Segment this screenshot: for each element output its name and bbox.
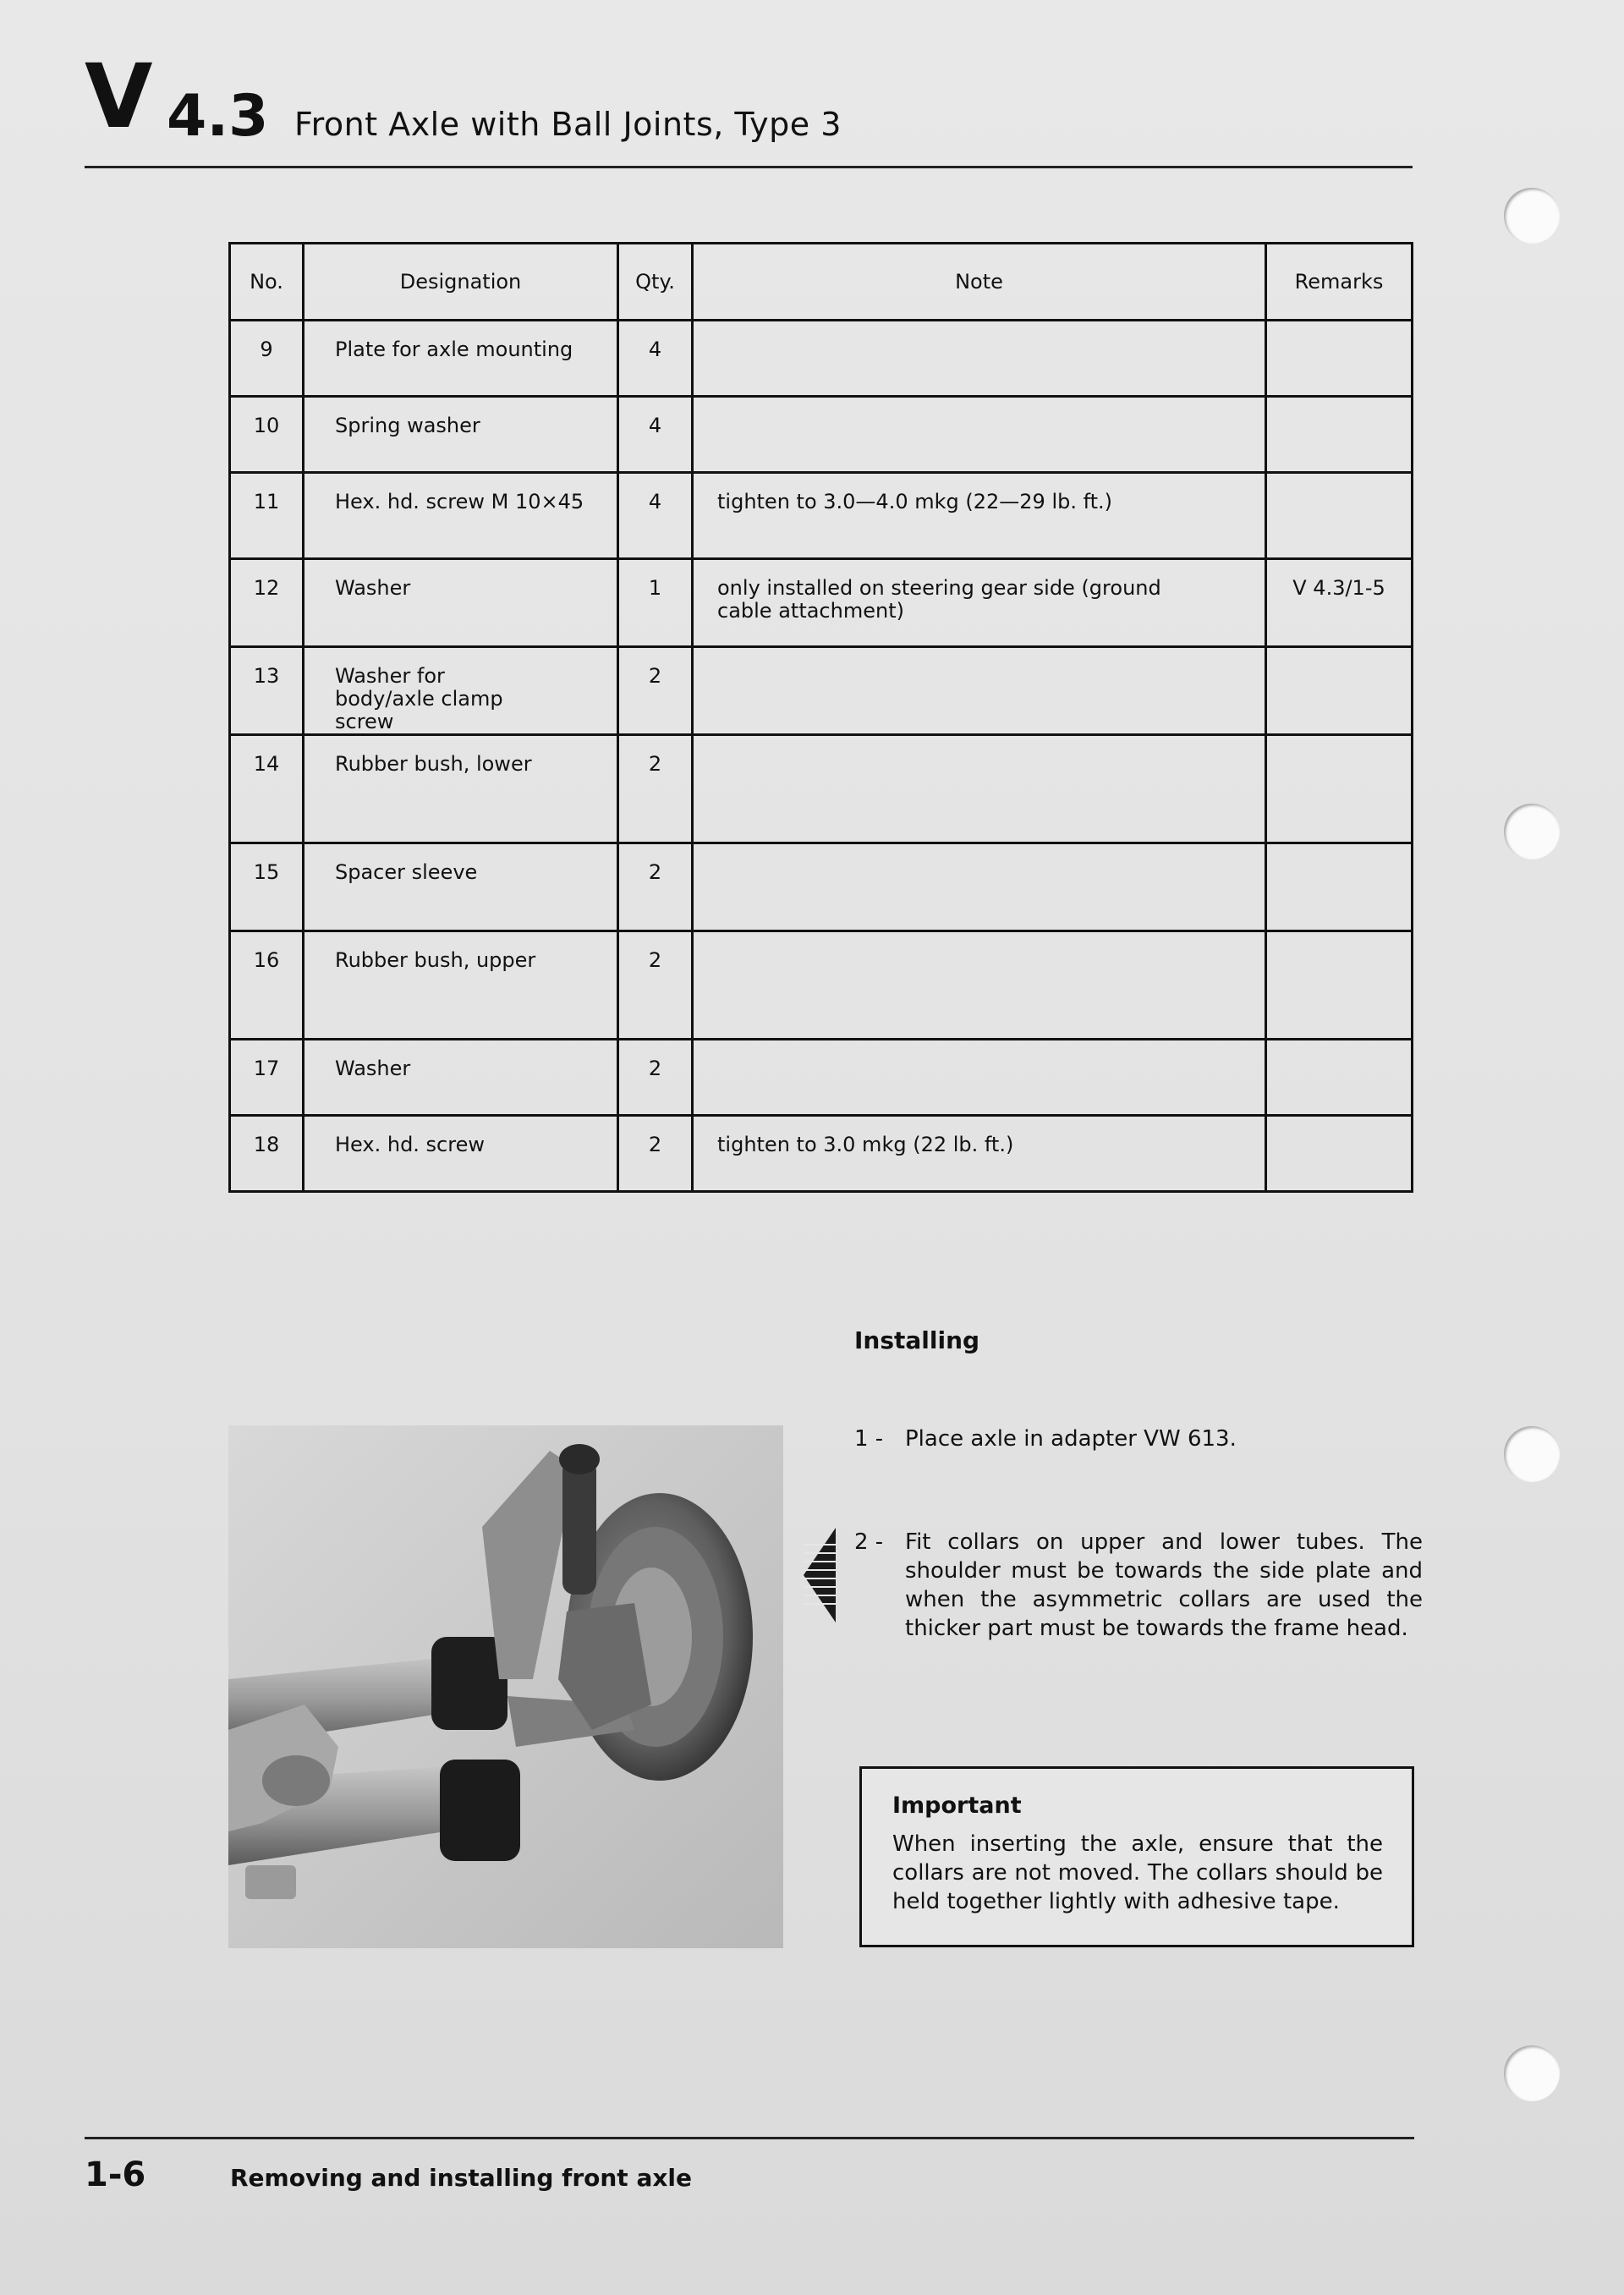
cell-remarks [1266,473,1413,559]
col-header-no: No. [230,244,304,321]
footer-title: Removing and installing front axle [230,2164,692,2192]
front-axle-photo [228,1425,783,1948]
cell-no: 15 [230,843,304,931]
cell-designation: Washer [304,559,618,647]
col-header-qty: Qty. [618,244,693,321]
cell-designation: Hex. hd. screw M 10×45 [304,473,618,559]
table-row [230,647,1413,735]
cell-note: tighten to 3.0 mkg (22 lb. ft.) [693,1116,1266,1192]
page-title: Front Axle with Ball Joints, Type 3 [294,106,842,143]
step-text: Fit collars on upper and lower tubes. The shoulder must be towards the side plate and when the asymmetric collars are used the thicker part must be towards the frame head. [905,1529,1423,1641]
table-row [230,1040,1413,1116]
step-text: Place axle in adapter VW 613. [905,1426,1237,1452]
parts-table [228,242,1413,1193]
cell-qty: 4 [618,321,693,397]
cell-designation: Spacer sleeve [304,843,618,931]
cell-qty: 2 [618,647,693,735]
cell-qty: 2 [618,931,693,1040]
cell-note [693,321,1266,397]
cell-remarks [1266,321,1413,397]
table-row [230,397,1413,473]
punch-hole [1504,804,1560,859]
installing-heading: Installing [854,1326,980,1354]
cell-qty: 4 [618,397,693,473]
cell-no: 14 [230,735,304,843]
cell-no: 12 [230,559,304,647]
cell-note: tighten to 3.0—4.0 mkg (22—29 lb. ft.) [693,473,1266,559]
table-row [230,735,1413,843]
section-number: 4.3 [167,83,269,150]
cell-designation: Rubber bush, lower [304,735,618,843]
cell-qty: 2 [618,843,693,931]
important-title: Important [892,1793,1022,1819]
cell-designation: Hex. hd. screw [304,1116,618,1192]
cell-remarks [1266,1040,1413,1116]
cell-no: 11 [230,473,304,559]
cell-designation: Washer for body/axle clamp screw [304,647,618,735]
page-number: 1-6 [85,2155,146,2194]
cell-no: 13 [230,647,304,735]
cell-note [693,397,1266,473]
cell-remarks [1266,931,1413,1040]
punch-hole [1504,188,1560,244]
cell-note [693,647,1266,735]
cell-no: 10 [230,397,304,473]
cell-qty: 1 [618,559,693,647]
col-header-designation: Designation [304,244,618,321]
footer-rule [85,2137,1414,2139]
cell-note [693,1040,1266,1116]
step-number: 1 - [854,1426,884,1452]
cell-remarks [1266,1116,1413,1192]
step-number: 2 - [854,1529,884,1555]
cell-designation: Rubber bush, upper [304,931,618,1040]
cell-remarks [1266,843,1413,931]
cell-no: 17 [230,1040,304,1116]
section-letter: V [85,45,151,148]
table-row [230,931,1413,1040]
table-header-row [230,244,1413,321]
table-row [230,1116,1413,1192]
table-row [230,473,1413,559]
col-header-remarks: Remarks [1266,244,1413,321]
table-row [230,843,1413,931]
cell-qty: 4 [618,473,693,559]
punch-hole [1504,2045,1560,2101]
cell-note [693,843,1266,931]
cell-note [693,735,1266,843]
cell-no: 18 [230,1116,304,1192]
header-rule [85,166,1413,168]
cell-designation: Spring washer [304,397,618,473]
punch-hole [1504,1426,1560,1482]
cell-remarks [1266,397,1413,473]
cell-remarks: V 4.3/1-5 [1266,559,1413,647]
cell-note [693,931,1266,1040]
pointer-arrow-icon [804,1528,836,1622]
cell-qty: 2 [618,1040,693,1116]
cell-remarks [1266,647,1413,735]
cell-qty: 2 [618,735,693,843]
table-row [230,559,1413,647]
important-box [859,1766,1414,1947]
cell-no: 16 [230,931,304,1040]
cell-qty: 2 [618,1116,693,1192]
col-header-note: Note [693,244,1266,321]
cell-designation: Washer [304,1040,618,1116]
cell-no: 9 [230,321,304,397]
cell-remarks [1266,735,1413,843]
important-text: When inserting the axle, ensure that the collars are not moved. The collars should be held together lightly with adhesive tape. [892,1831,1383,1914]
cell-note: only installed on steering gear side (ground cable attachment) [693,559,1266,647]
cell-designation: Plate for axle mounting [304,321,618,397]
table-row [230,321,1413,397]
